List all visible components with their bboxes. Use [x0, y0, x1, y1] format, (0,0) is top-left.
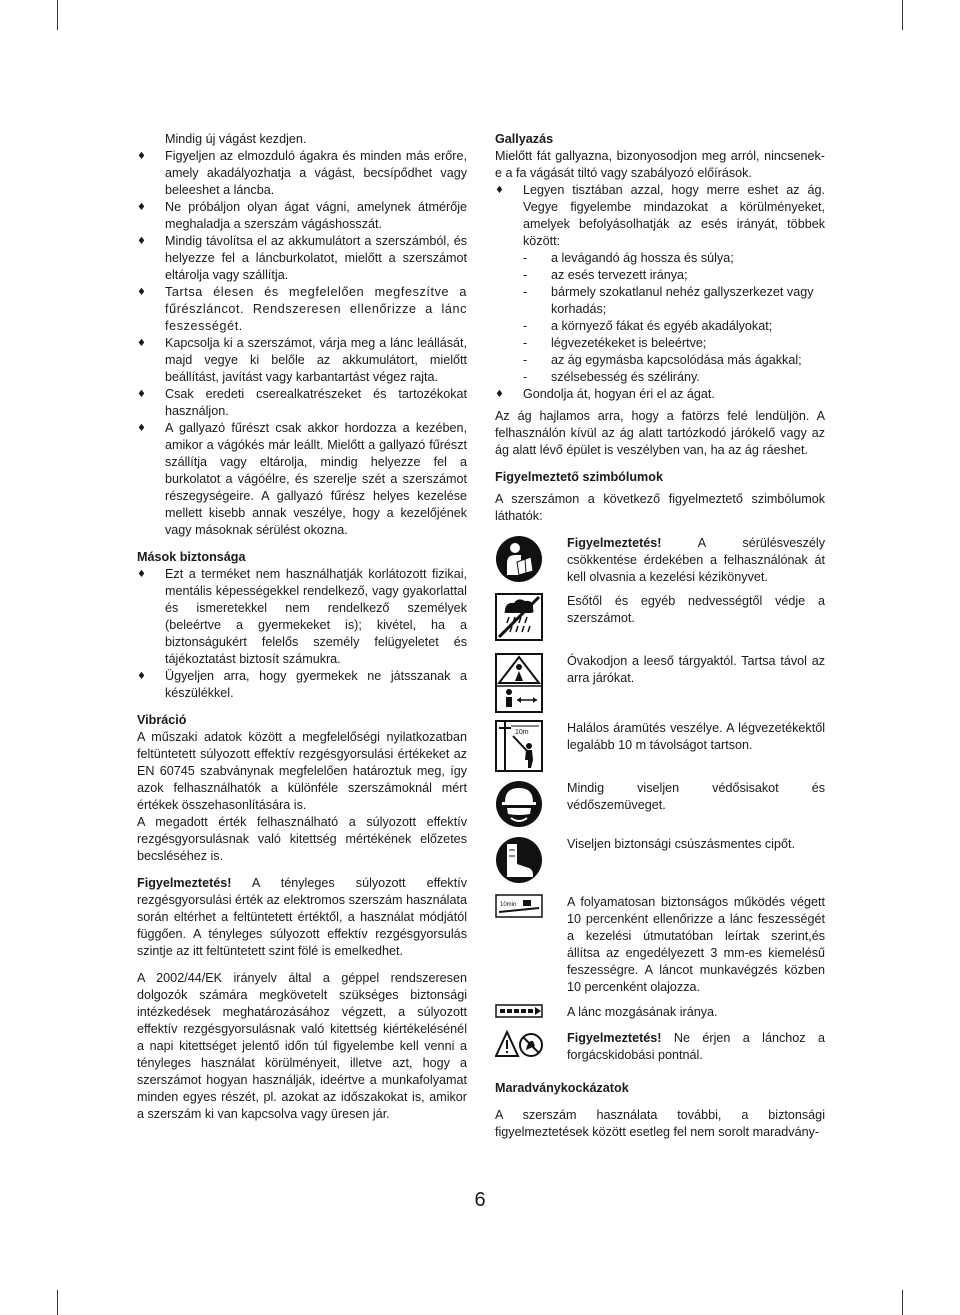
power-line-icon: [495, 720, 543, 777]
symbol-row: [495, 780, 825, 836]
safety-bullet: ♦ A gallyazó fűrészt csak akkor hordozza a kezében, amikor a vágókés már leállt. Mielőtt a gallyazó fűrészt szállítja vagy eltárolja, mindig helyezze fel a burkolatot a vágóélre, és szerelje szét a szerszámot részegységeire. A gallyazó fűrész helyes kezelése mellett kisebb annak veszélye, hogy a kezelőjének vagy másoknak sérülést okozna.: [137, 420, 467, 539]
others-bullet: ♦ Ezt a terméket nem használhatják korlátozott fizikai, mentális képességekkel rendelkező, vagy gyakorlattal és ismeretekkel nem rendelkező személyek (beleértve a gyermekeket is); kivétel, ha a biztonságukért felelős személy felügyeletet és tájékoztatást biztosít számukra.: [137, 566, 467, 668]
symbol-text: A folyamatosan biztonságos működés végett 10 percenként ellenőrizze a lánc feszességét a kezelési útmutatóban leírtak szerint,és állítsa az engedélyezett 3 mm-es kiemelésű feszességre. A láncot munkavégzés közben 10 percenként olajozza.: [567, 895, 825, 994]
factor-item: - bármely szokatlanul nehéz gallyszerkezet vagy korhadás;: [495, 284, 825, 318]
residual-heading: Maradványkockázatok: [495, 1081, 629, 1095]
factor-item: - szélsebesség és szélirány.: [495, 369, 825, 386]
pruning-bullet: ♦ Gondolja át, hogyan éri el az ágat.: [495, 386, 825, 403]
symbol-bold: Figyelmeztetés!: [567, 536, 662, 550]
symbol-row: [495, 836, 825, 894]
pruning-heading: Gallyazás: [495, 132, 554, 146]
safety-bullet: ♦ Mindig távolítsa el az akkumulátort a szerszámból, és helyezze fel a láncburkolatot, mielőtt a szerszámot eltárolja vagy szállítja.: [137, 233, 467, 284]
symbol-row: [495, 653, 825, 720]
safety-bullet: ♦ Tartsa élesen és megfelelően megfeszítve a fűrészláncot. Rendszeresen ellenőrizze a lánc feszességét.: [137, 284, 467, 335]
vibration-paragraph: A műszaki adatok között a megfelelőségi nyilatkozatban feltüntetett súlyozott effektív rezgésgyorsulási értékeket az EN 60745 szabványnak megfelelően határoztuk meg, így azok felhasználhatók a különféle szerszámoknál mért értékek összehasonlítására is.: [137, 730, 467, 812]
symbol-text: Ne érjen a lánchoz a forgácskidobási pontnál.: [567, 1031, 825, 1062]
crop-mark: [902, 0, 903, 30]
others-safety-heading: Mások biztonsága: [137, 550, 246, 564]
residual-paragraph: A szerszám használata további, a biztonsági figyelmeztetések között esetleg fel nem sorolt maradvány-: [495, 1108, 825, 1139]
factor-item: - a környező fákat és egyéb akadályokat;: [495, 318, 825, 335]
safety-bullet: ♦ Kapcsolja ki a szerszámot, várja meg a lánc leállását, majd vegye ki belőle az akkumulátort, mielőtt beállítást, javítást vagy karbantartást végez rajta.: [137, 335, 467, 386]
vibration-heading: Vibráció: [137, 713, 187, 727]
symbol-text: A lánc mozgásának iránya.: [567, 1005, 718, 1019]
safety-bullet: ♦ Ne próbáljon olyan ágat vágni, amelynek átmérője meghaladja a szerszám vágáshosszát.: [137, 199, 467, 233]
safety-boots-icon: [495, 836, 543, 889]
warning-label: Figyelmeztetés!: [137, 876, 232, 890]
symbols-heading: Figyelmeztető szimbólumok: [495, 470, 663, 484]
branch-note: Az ág hajlamos arra, hogy a fatörzs felé lendüljön. A felhasználón kívül az ág alatt tartózkodó járókelő vagy az ág alatt lévő épület is veszélyben van, ha az ág ráeshet.: [495, 409, 825, 457]
page-number: 6: [474, 1189, 486, 1211]
symbol-row: [495, 720, 825, 780]
safety-bullet: ♦ Figyeljen az elmozduló ágakra és minden más erőre, amely akadályozhatja a vágást, becsípődhet vagy beleeshet a láncba.: [137, 148, 467, 199]
symbol-text: Viseljen biztonsági csúszásmentes cipőt.: [567, 837, 795, 851]
chain-tension-icon: [495, 894, 543, 923]
symbols-intro: A szerszámon a következő figyelmeztető szimbólumok láthatók:: [495, 492, 825, 523]
left-column: [137, 131, 467, 1123]
symbol-row: [495, 535, 825, 593]
symbol-text: Óvakodjon a leeső tárgyaktól. Tartsa távol az arra járókat.: [567, 654, 825, 685]
symbol-row: [495, 894, 825, 1004]
symbol-row: [495, 1030, 825, 1080]
right-column: [495, 131, 825, 1141]
falling-objects-icon: [495, 653, 543, 718]
factor-item: - a levágandó ág hossza és súlya;: [495, 250, 825, 267]
symbol-row: [495, 1004, 825, 1026]
crop-mark: [57, 1290, 58, 1315]
crop-mark: [57, 0, 58, 30]
vibration-paragraph: A megadott érték felhasználható a súlyozott effektív rezgésgyorsulásnak való kitettség mértékének előzetes becsléséhez is.: [137, 815, 467, 863]
safety-bullet: ♦ Csak eredeti cserealkatrészeket és tartozékokat használjon.: [137, 386, 467, 420]
intro-line: Mindig új vágást kezdjen.: [165, 132, 307, 146]
directive-paragraph: A 2002/44/EK irányelv által a géppel rendszeresen dolgozók számára megkövetelt szükséges biztonsági intézkedések meghatározásához végzett, a súlyozott effektív rezgésgyorsulásnak való kitettség kiértékelésénél a napi kitettséget jelentő időn túl figyelembe kell venni a tényleges használat körülményeit, illetve azt, hogy a szerszámot hogyan használják, ideértve a munkafolyamat minden egyes részét, pl. azokat az időszakokat is, amikor a szerszám ki van kapcsolva vagy üresen jár.: [137, 971, 467, 1121]
others-bullet: ♦ Ügyeljen arra, hogy gyermekek ne játsszanak a készülékkel.: [137, 668, 467, 702]
crop-mark: [902, 1290, 903, 1315]
symbol-text: Halálos áramütés veszélye. A légvezetékektől legalább 10 m távolságot tartson.: [567, 721, 825, 752]
power-distance-label: 10m: [515, 729, 529, 736]
factor-item: - az esés tervezett iránya;: [495, 267, 825, 284]
safety-helmet-icon: [495, 780, 543, 833]
chain-direction-icon: [495, 1004, 543, 1023]
read-manual-icon: [495, 535, 543, 588]
symbol-row: [495, 593, 825, 653]
pruning-intro: Mielőtt fát gallyazna, bizonyosodjon meg arról, nincsenek-e a fa vágását tiltó vagy szabályozó előírások.: [495, 149, 825, 180]
symbol-text: Esőtől és egyéb nedvességtől védje a szerszámot.: [567, 594, 825, 625]
factor-item: - az ág egymásba kapcsolódása más ágakkal;: [495, 352, 825, 369]
factor-item: - légvezetékeket is beleértve;: [495, 335, 825, 352]
tension-interval-label: 10min: [500, 902, 517, 908]
warning-text: A tényleges súlyozott effektív rezgésgyorsulási érték az elektromos szerszám használata során eltérhet a feltüntetett értéktől, a használat módjától függően. A tényleges súlyozott effektív rezgésgyorsulás szintje az itt feltüntetett szint fölé is emelkedhet.: [137, 876, 467, 958]
no-chain-touch-icon: [495, 1030, 543, 1065]
vibration-warning: [137, 875, 467, 960]
symbol-text: A sérülésveszély csökkentése érdekében a felhasználónak át kell olvasnia a kezelési kézikönyvet.: [567, 536, 825, 584]
symbol-text: Mindig viseljen védősisakot és védőszemüveget.: [567, 781, 825, 812]
rain-protection-icon: [495, 593, 543, 646]
pruning-bullet: ♦ Legyen tisztában azzal, hogy merre eshet az ág. Vegye figyelembe mindazokat a körülményeket, amelyek befolyásolhatják az esés irányát, többek között:: [495, 182, 825, 250]
symbol-bold: Figyelmeztetés!: [567, 1031, 662, 1045]
